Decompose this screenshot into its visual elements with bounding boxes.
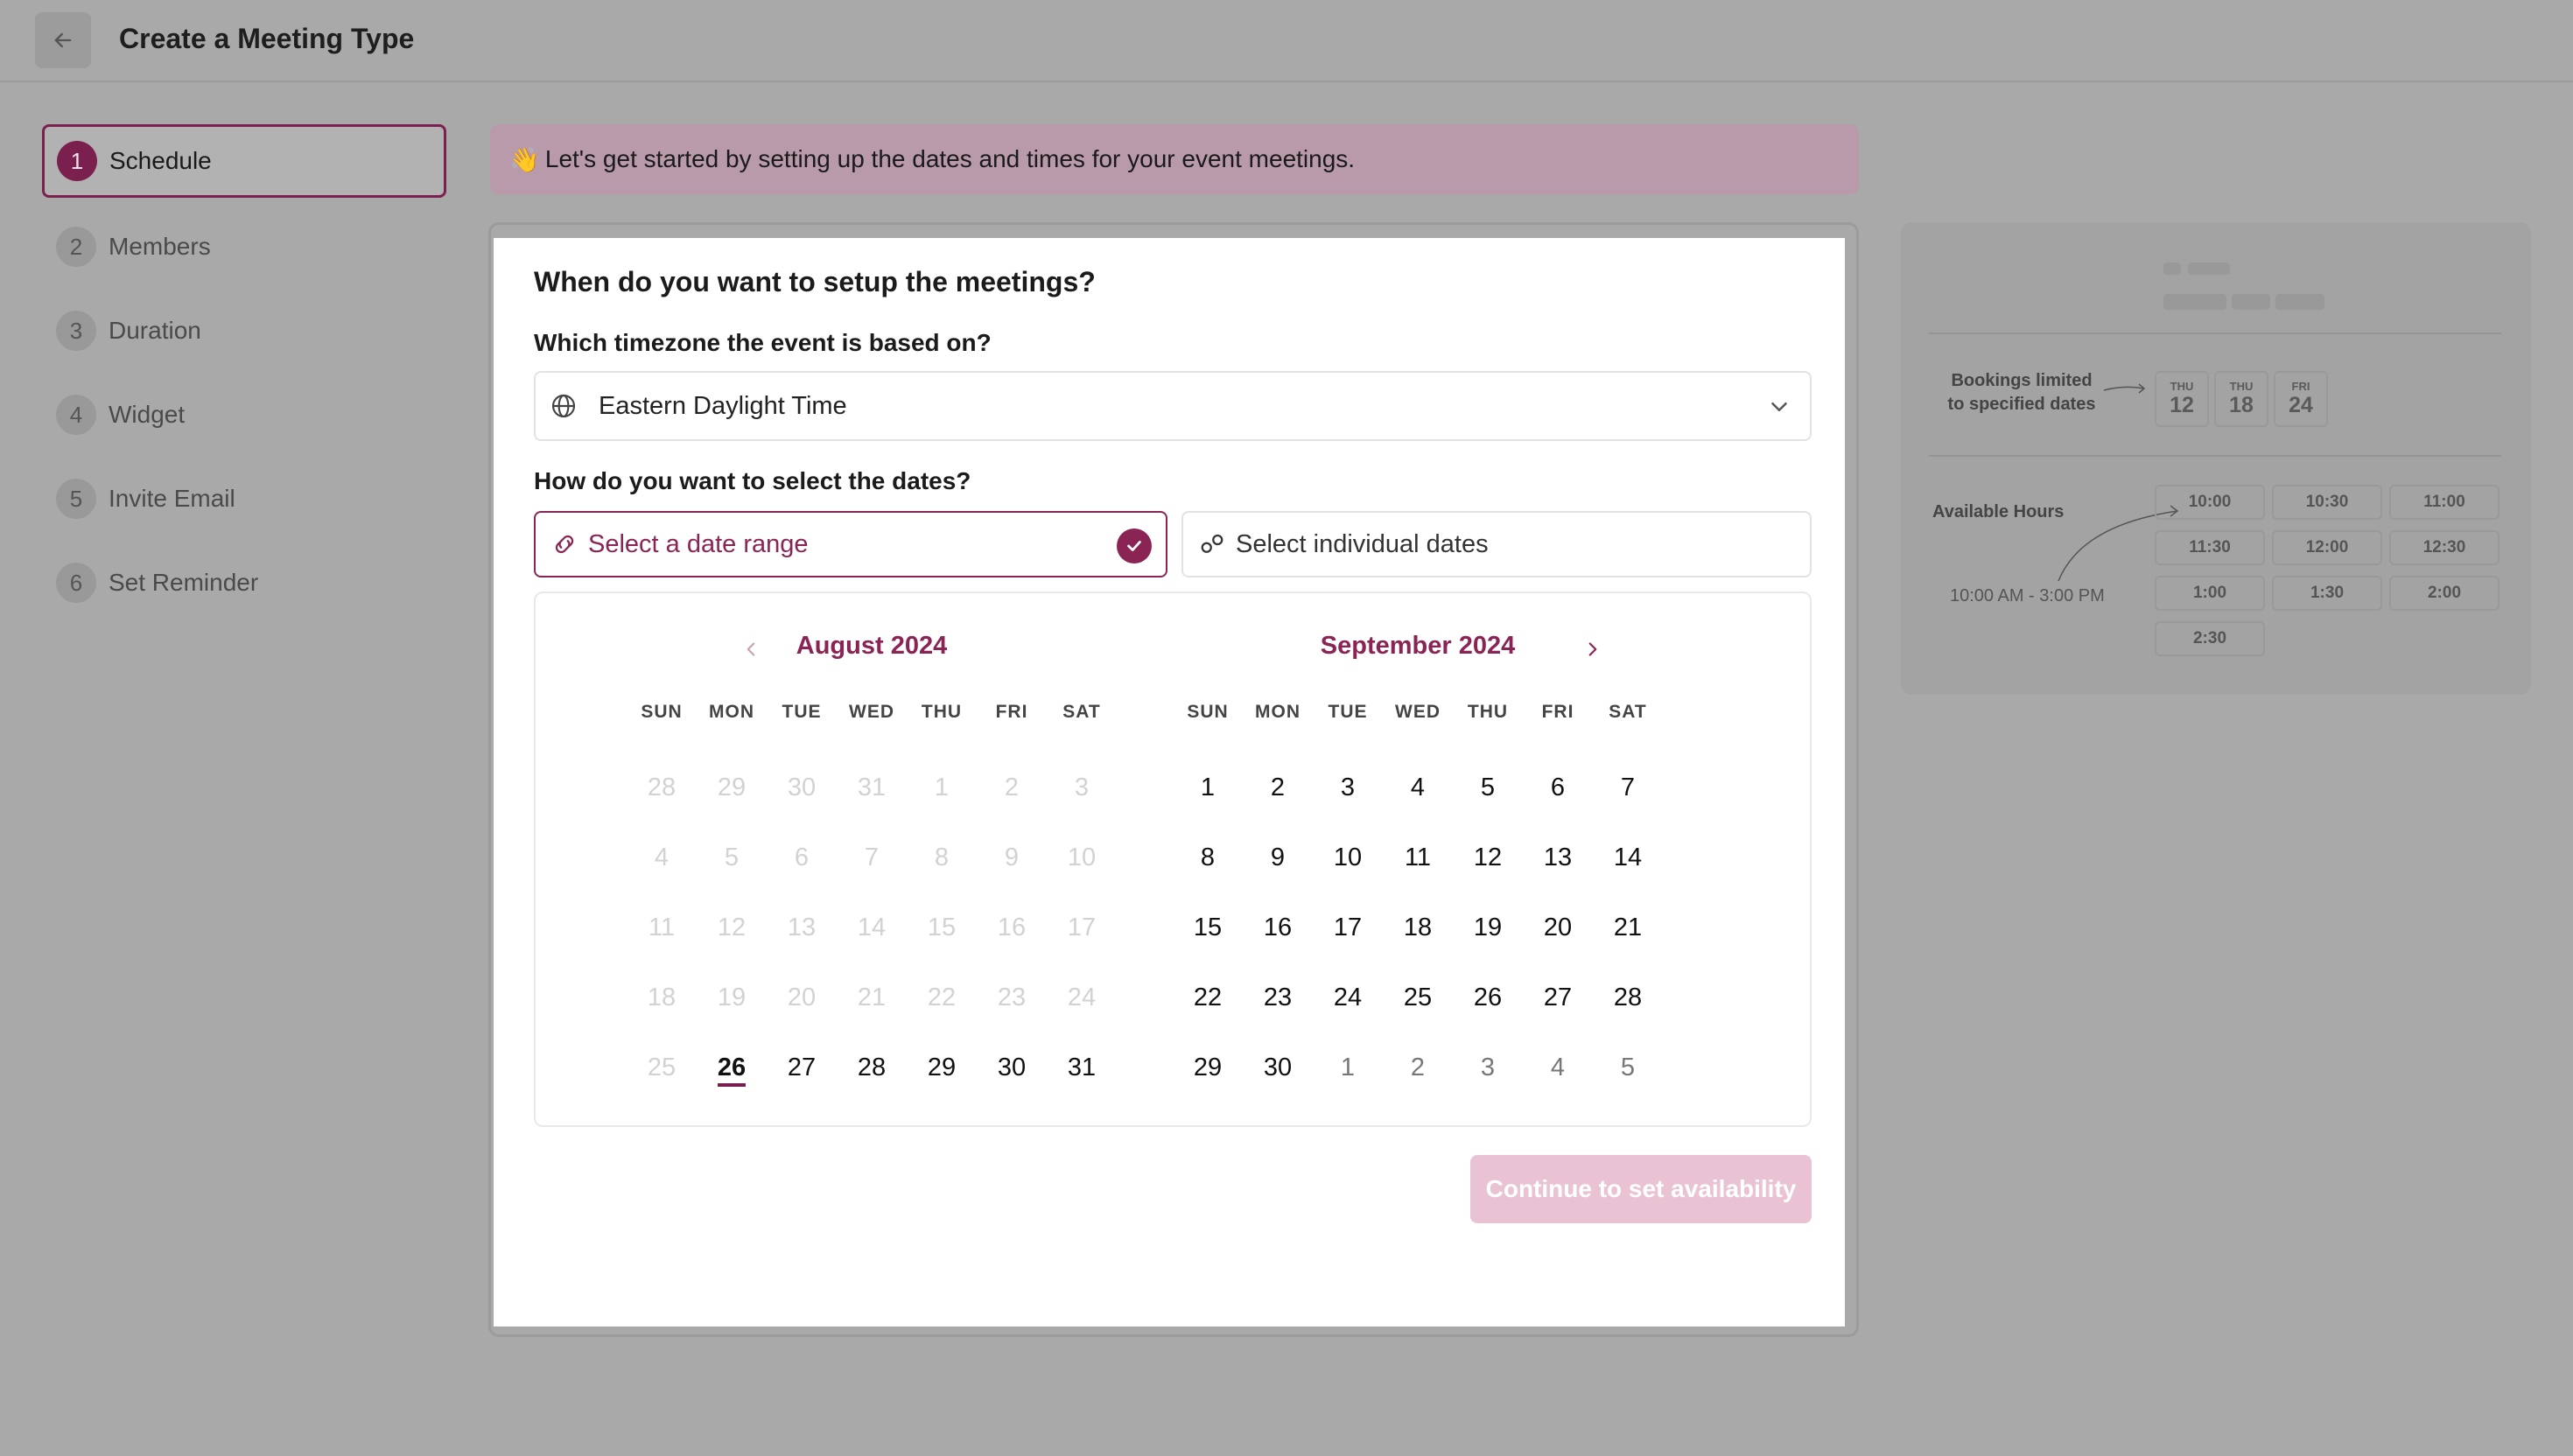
banner-text: Let's get started by setting up the dates and times for your event meetings. <box>544 145 1356 172</box>
week-row <box>1173 914 1663 942</box>
month-title: September 2024 <box>1320 632 1516 660</box>
week-row <box>627 984 1117 1012</box>
calendar-day[interactable] <box>1383 984 1453 1012</box>
day-number: 1 <box>1340 1054 1356 1082</box>
calendar-day[interactable] <box>1047 1054 1117 1082</box>
date-chip-day: 24 <box>2289 393 2313 417</box>
hour-chip: 12:00 <box>2272 530 2382 565</box>
calendar-day[interactable] <box>1383 914 1453 942</box>
calendar-day[interactable] <box>1453 774 1523 802</box>
hour-chip: 1:00 <box>2155 576 2265 611</box>
week-row <box>1173 1054 1663 1082</box>
day-number: 2 <box>1270 774 1286 802</box>
calendar-day <box>907 774 977 802</box>
calendar-day[interactable] <box>1593 914 1663 942</box>
day-number: 24 <box>1333 984 1363 1012</box>
calendar-day[interactable] <box>1313 914 1383 942</box>
calendar-day[interactable] <box>1243 984 1313 1012</box>
calendar-day[interactable] <box>1383 844 1453 872</box>
weekday-label: WED <box>849 702 894 722</box>
arrow-right-icon <box>2102 378 2148 399</box>
calendar-day[interactable] <box>1313 774 1383 802</box>
skeleton-block <box>2275 294 2324 310</box>
day-number: 30 <box>787 774 817 802</box>
day-number: 11 <box>648 914 676 942</box>
day-number: 1 <box>1200 774 1216 802</box>
day-number: 29 <box>927 1054 957 1082</box>
day-number: 31 <box>1067 1054 1097 1082</box>
day-number: 12 <box>1473 844 1503 872</box>
date-chip <box>2214 371 2268 427</box>
day-number: 7 <box>864 844 880 872</box>
day-number: 26 <box>718 1054 746 1087</box>
step-schedule[interactable] <box>42 124 446 198</box>
date-range-label: Select a date range <box>588 529 809 558</box>
calendar-day <box>697 774 767 802</box>
week-row <box>1173 984 1663 1012</box>
day-number: 14 <box>857 914 887 942</box>
calendar-day[interactable] <box>1243 774 1313 802</box>
calendar-day[interactable] <box>1173 774 1243 802</box>
day-number: 13 <box>1543 844 1573 872</box>
next-month-button[interactable] <box>1577 634 1609 665</box>
calendar-day <box>907 914 977 942</box>
weekday-label: WED <box>1395 702 1441 722</box>
individual-dates-option[interactable] <box>1181 511 1812 578</box>
hour-chip: 11:00 <box>2389 485 2499 520</box>
calendar-day <box>837 774 907 802</box>
date-chip-day: 18 <box>2229 393 2254 417</box>
day-number: 4 <box>654 844 670 872</box>
calendar-day <box>1047 844 1117 872</box>
day-number: 12 <box>717 914 747 942</box>
week-row <box>627 914 1117 942</box>
calendar-day <box>627 774 697 802</box>
calendar-day[interactable] <box>1593 844 1663 872</box>
day-number: 18 <box>1403 914 1433 942</box>
day-number: 6 <box>794 844 810 872</box>
calendar-day[interactable] <box>1313 984 1383 1012</box>
calendar-day <box>977 984 1047 1012</box>
step-label: Members <box>109 233 211 260</box>
hour-chip: 12:30 <box>2389 530 2499 565</box>
calendar-day <box>697 914 767 942</box>
globe-icon <box>550 392 578 420</box>
day-number: 27 <box>1543 984 1573 1012</box>
calendar <box>534 592 1812 1127</box>
weekday-header <box>1173 702 1663 723</box>
timezone-label: Which timezone the event is based on? <box>534 329 992 356</box>
calendar-day[interactable] <box>697 1054 767 1082</box>
calendar-day <box>907 844 977 872</box>
day-number: 29 <box>717 774 747 802</box>
day-number: 22 <box>1193 984 1223 1012</box>
step-label: Duration <box>109 317 201 344</box>
step-widget[interactable] <box>42 378 446 452</box>
hour-chip: 2:30 <box>2155 621 2265 656</box>
calendar-day[interactable] <box>1313 844 1383 872</box>
hour-chip: 10:00 <box>2155 485 2265 520</box>
hour-chip: 11:30 <box>2155 530 2265 565</box>
continue-button[interactable]: Continue to set availability <box>1470 1155 1812 1223</box>
calendar-day <box>767 984 837 1012</box>
day-number: 10 <box>1067 844 1097 872</box>
calendar-day[interactable] <box>907 1054 977 1082</box>
calendar-day <box>767 774 837 802</box>
week-row <box>1173 774 1663 802</box>
calendar-day <box>627 1054 697 1082</box>
calendar-day[interactable] <box>1593 1054 1663 1082</box>
calendar-day <box>837 984 907 1012</box>
form-heading: When do you want to setup the meetings? <box>534 266 1096 298</box>
preview-panel <box>1901 222 2531 695</box>
calendar-day[interactable] <box>1523 984 1593 1012</box>
timezone-select[interactable] <box>534 371 1812 441</box>
skeleton-block <box>2163 294 2226 310</box>
calendar-day[interactable] <box>1453 914 1523 942</box>
day-number: 9 <box>1270 844 1286 872</box>
calendar-day <box>627 914 697 942</box>
day-number: 2 <box>1004 774 1020 802</box>
calendar-day[interactable] <box>1453 844 1523 872</box>
step-duration[interactable] <box>42 294 446 368</box>
day-number: 3 <box>1074 774 1090 802</box>
step-members[interactable] <box>42 210 446 284</box>
skeleton-block <box>2232 294 2270 310</box>
calendar-day <box>627 984 697 1012</box>
chevron-right-icon <box>1581 638 1604 661</box>
individual-dates-label: Select individual dates <box>1236 529 1489 558</box>
calendar-day <box>977 914 1047 942</box>
calendar-day[interactable] <box>1383 1054 1453 1082</box>
day-number: 27 <box>787 1054 817 1082</box>
day-number: 5 <box>1620 1054 1636 1082</box>
calendar-day <box>1047 984 1117 1012</box>
weekday-label: SAT <box>1609 702 1647 722</box>
timezone-value: Eastern Daylight Time <box>599 391 847 420</box>
hour-chip: 1:30 <box>2272 576 2382 611</box>
date-chip-dow: FRI <box>2291 380 2310 393</box>
day-number: 4 <box>1550 1054 1566 1082</box>
top-header <box>0 0 2573 82</box>
calendar-day <box>1047 774 1117 802</box>
calendar-day <box>697 984 767 1012</box>
day-number: 2 <box>1410 1054 1426 1082</box>
wave-emoji: 👋 <box>509 145 540 173</box>
day-number: 18 <box>647 984 677 1012</box>
calendar-day[interactable] <box>1173 984 1243 1012</box>
calendar-day[interactable] <box>1243 1054 1313 1082</box>
calendar-day <box>1047 914 1117 942</box>
calendar-day[interactable] <box>1523 1054 1593 1082</box>
step-set-reminder[interactable] <box>42 546 446 620</box>
calendar-day[interactable] <box>1453 984 1523 1012</box>
calendar-day[interactable] <box>1523 914 1593 942</box>
day-number: 16 <box>1263 914 1293 942</box>
day-number: 28 <box>857 1054 887 1082</box>
day-number: 19 <box>1473 914 1503 942</box>
weekday-label: FRI <box>1541 702 1574 722</box>
day-number: 8 <box>934 844 950 872</box>
step-number: 2 <box>56 227 96 267</box>
weekday-label: SAT <box>1062 702 1101 722</box>
page-title: Create a Meeting Type <box>119 23 415 54</box>
dates-label: How do you want to select the dates? <box>534 467 971 494</box>
step-number: 3 <box>56 311 96 351</box>
day-number: 28 <box>647 774 677 802</box>
day-number: 17 <box>1333 914 1363 942</box>
day-number: 20 <box>1543 914 1573 942</box>
week-row <box>627 1054 1117 1082</box>
date-chip-dow: THU <box>2170 380 2194 393</box>
calendar-day <box>767 844 837 872</box>
day-number: 15 <box>1193 914 1223 942</box>
chevron-down-icon <box>1766 394 1792 420</box>
calendar-day[interactable] <box>977 1054 1047 1082</box>
day-number: 30 <box>997 1054 1027 1082</box>
link-icon <box>551 531 578 557</box>
day-number: 1 <box>934 774 950 802</box>
calendar-day <box>627 844 697 872</box>
calendar-day[interactable] <box>1593 774 1663 802</box>
day-number: 28 <box>1613 984 1643 1012</box>
bookings-label-line2: to specified dates <box>1947 395 2096 414</box>
day-number: 19 <box>717 984 747 1012</box>
bookings-label-line1: Bookings limited <box>1951 371 2093 390</box>
day-number: 9 <box>1004 844 1020 872</box>
day-number: 3 <box>1480 1054 1496 1082</box>
back-button[interactable] <box>35 12 91 68</box>
calendar-day[interactable] <box>1523 844 1593 872</box>
weekday-label: MON <box>709 702 754 722</box>
week-row <box>627 774 1117 802</box>
calendar-day[interactable] <box>1593 984 1663 1012</box>
calendar-day[interactable] <box>1453 1054 1523 1082</box>
day-number: 7 <box>1620 774 1636 802</box>
day-number: 13 <box>787 914 817 942</box>
date-range-option[interactable] <box>534 511 1167 578</box>
calendar-day[interactable] <box>1243 844 1313 872</box>
calendar-day <box>977 844 1047 872</box>
step-invite-email[interactable] <box>42 462 446 536</box>
calendar-day[interactable] <box>1173 914 1243 942</box>
day-number: 6 <box>1550 774 1566 802</box>
step-number: 5 <box>56 479 96 519</box>
day-number: 21 <box>1613 914 1643 942</box>
calendar-day[interactable] <box>1173 844 1243 872</box>
weekday-label: SUN <box>641 702 683 722</box>
step-number: 4 <box>56 395 96 435</box>
weekday-label: THU <box>1467 702 1509 722</box>
day-number: 26 <box>1473 984 1503 1012</box>
step-number: 1 <box>57 141 97 181</box>
day-number: 16 <box>997 914 1027 942</box>
day-number: 25 <box>1403 984 1433 1012</box>
hour-chip: 10:30 <box>2272 485 2382 520</box>
day-number: 15 <box>927 914 957 942</box>
step-label: Schedule <box>109 147 212 174</box>
hour-chip: 2:00 <box>2389 576 2499 611</box>
day-number: 10 <box>1333 844 1363 872</box>
weekday-label: MON <box>1255 702 1301 722</box>
day-number: 14 <box>1613 844 1643 872</box>
calendar-day <box>977 774 1047 802</box>
week-row <box>1173 844 1663 872</box>
divider <box>1929 455 2501 457</box>
skeleton-block <box>2188 262 2230 275</box>
weekday-label: SUN <box>1187 702 1229 722</box>
date-chip-day: 12 <box>2170 393 2194 417</box>
calendar-day[interactable] <box>1243 914 1313 942</box>
weekday-label: TUE <box>782 702 822 722</box>
calendar-day[interactable] <box>837 1054 907 1082</box>
day-number: 29 <box>1193 1054 1223 1082</box>
day-number: 24 <box>1067 984 1097 1012</box>
day-number: 21 <box>857 984 887 1012</box>
calendar-day <box>907 984 977 1012</box>
calendar-day[interactable] <box>1173 1054 1243 1082</box>
weekday-header <box>627 702 1117 723</box>
calendar-day[interactable] <box>1523 774 1593 802</box>
date-chip-dow: THU <box>2229 380 2254 393</box>
available-hours-label: Available Hours <box>1932 502 2065 522</box>
calendar-day[interactable] <box>767 1054 837 1082</box>
weekday-label: FRI <box>995 702 1028 722</box>
divider <box>1929 332 2501 334</box>
day-number: 17 <box>1067 914 1097 942</box>
calendar-day <box>697 844 767 872</box>
month-title: August 2024 <box>796 632 948 660</box>
check-icon <box>1117 528 1152 564</box>
date-chip <box>2274 371 2328 427</box>
bookings-label <box>1934 369 2109 416</box>
hours-range: 10:00 AM - 3:00 PM <box>1950 586 2105 606</box>
dots-icon <box>1199 531 1225 557</box>
day-number: 20 <box>787 984 817 1012</box>
day-number: 8 <box>1200 844 1216 872</box>
week-row <box>627 844 1117 872</box>
calendar-day <box>837 914 907 942</box>
step-label: Invite Email <box>109 485 235 512</box>
calendar-day <box>767 914 837 942</box>
day-number: 22 <box>927 984 957 1012</box>
day-number: 3 <box>1340 774 1356 802</box>
day-number: 23 <box>997 984 1027 1012</box>
calendar-day[interactable] <box>1383 774 1453 802</box>
arrow-left-icon <box>51 28 75 52</box>
skeleton-block <box>2163 262 2181 275</box>
calendar-day <box>837 844 907 872</box>
schedule-modal <box>494 238 1845 1326</box>
step-number: 6 <box>56 563 96 603</box>
day-number: 25 <box>647 1054 677 1082</box>
day-number: 4 <box>1410 774 1426 802</box>
date-chip <box>2155 371 2209 427</box>
weekday-label: TUE <box>1328 702 1368 722</box>
day-number: 5 <box>724 844 740 872</box>
weekday-label: THU <box>921 702 963 722</box>
day-number: 30 <box>1263 1054 1293 1082</box>
day-number: 5 <box>1480 774 1496 802</box>
calendar-day[interactable] <box>1313 1054 1383 1082</box>
step-label: Set Reminder <box>109 569 259 596</box>
day-number: 23 <box>1263 984 1293 1012</box>
day-number: 31 <box>857 774 887 802</box>
day-number: 11 <box>1404 844 1432 872</box>
info-banner <box>490 124 1859 194</box>
step-label: Widget <box>109 401 186 428</box>
